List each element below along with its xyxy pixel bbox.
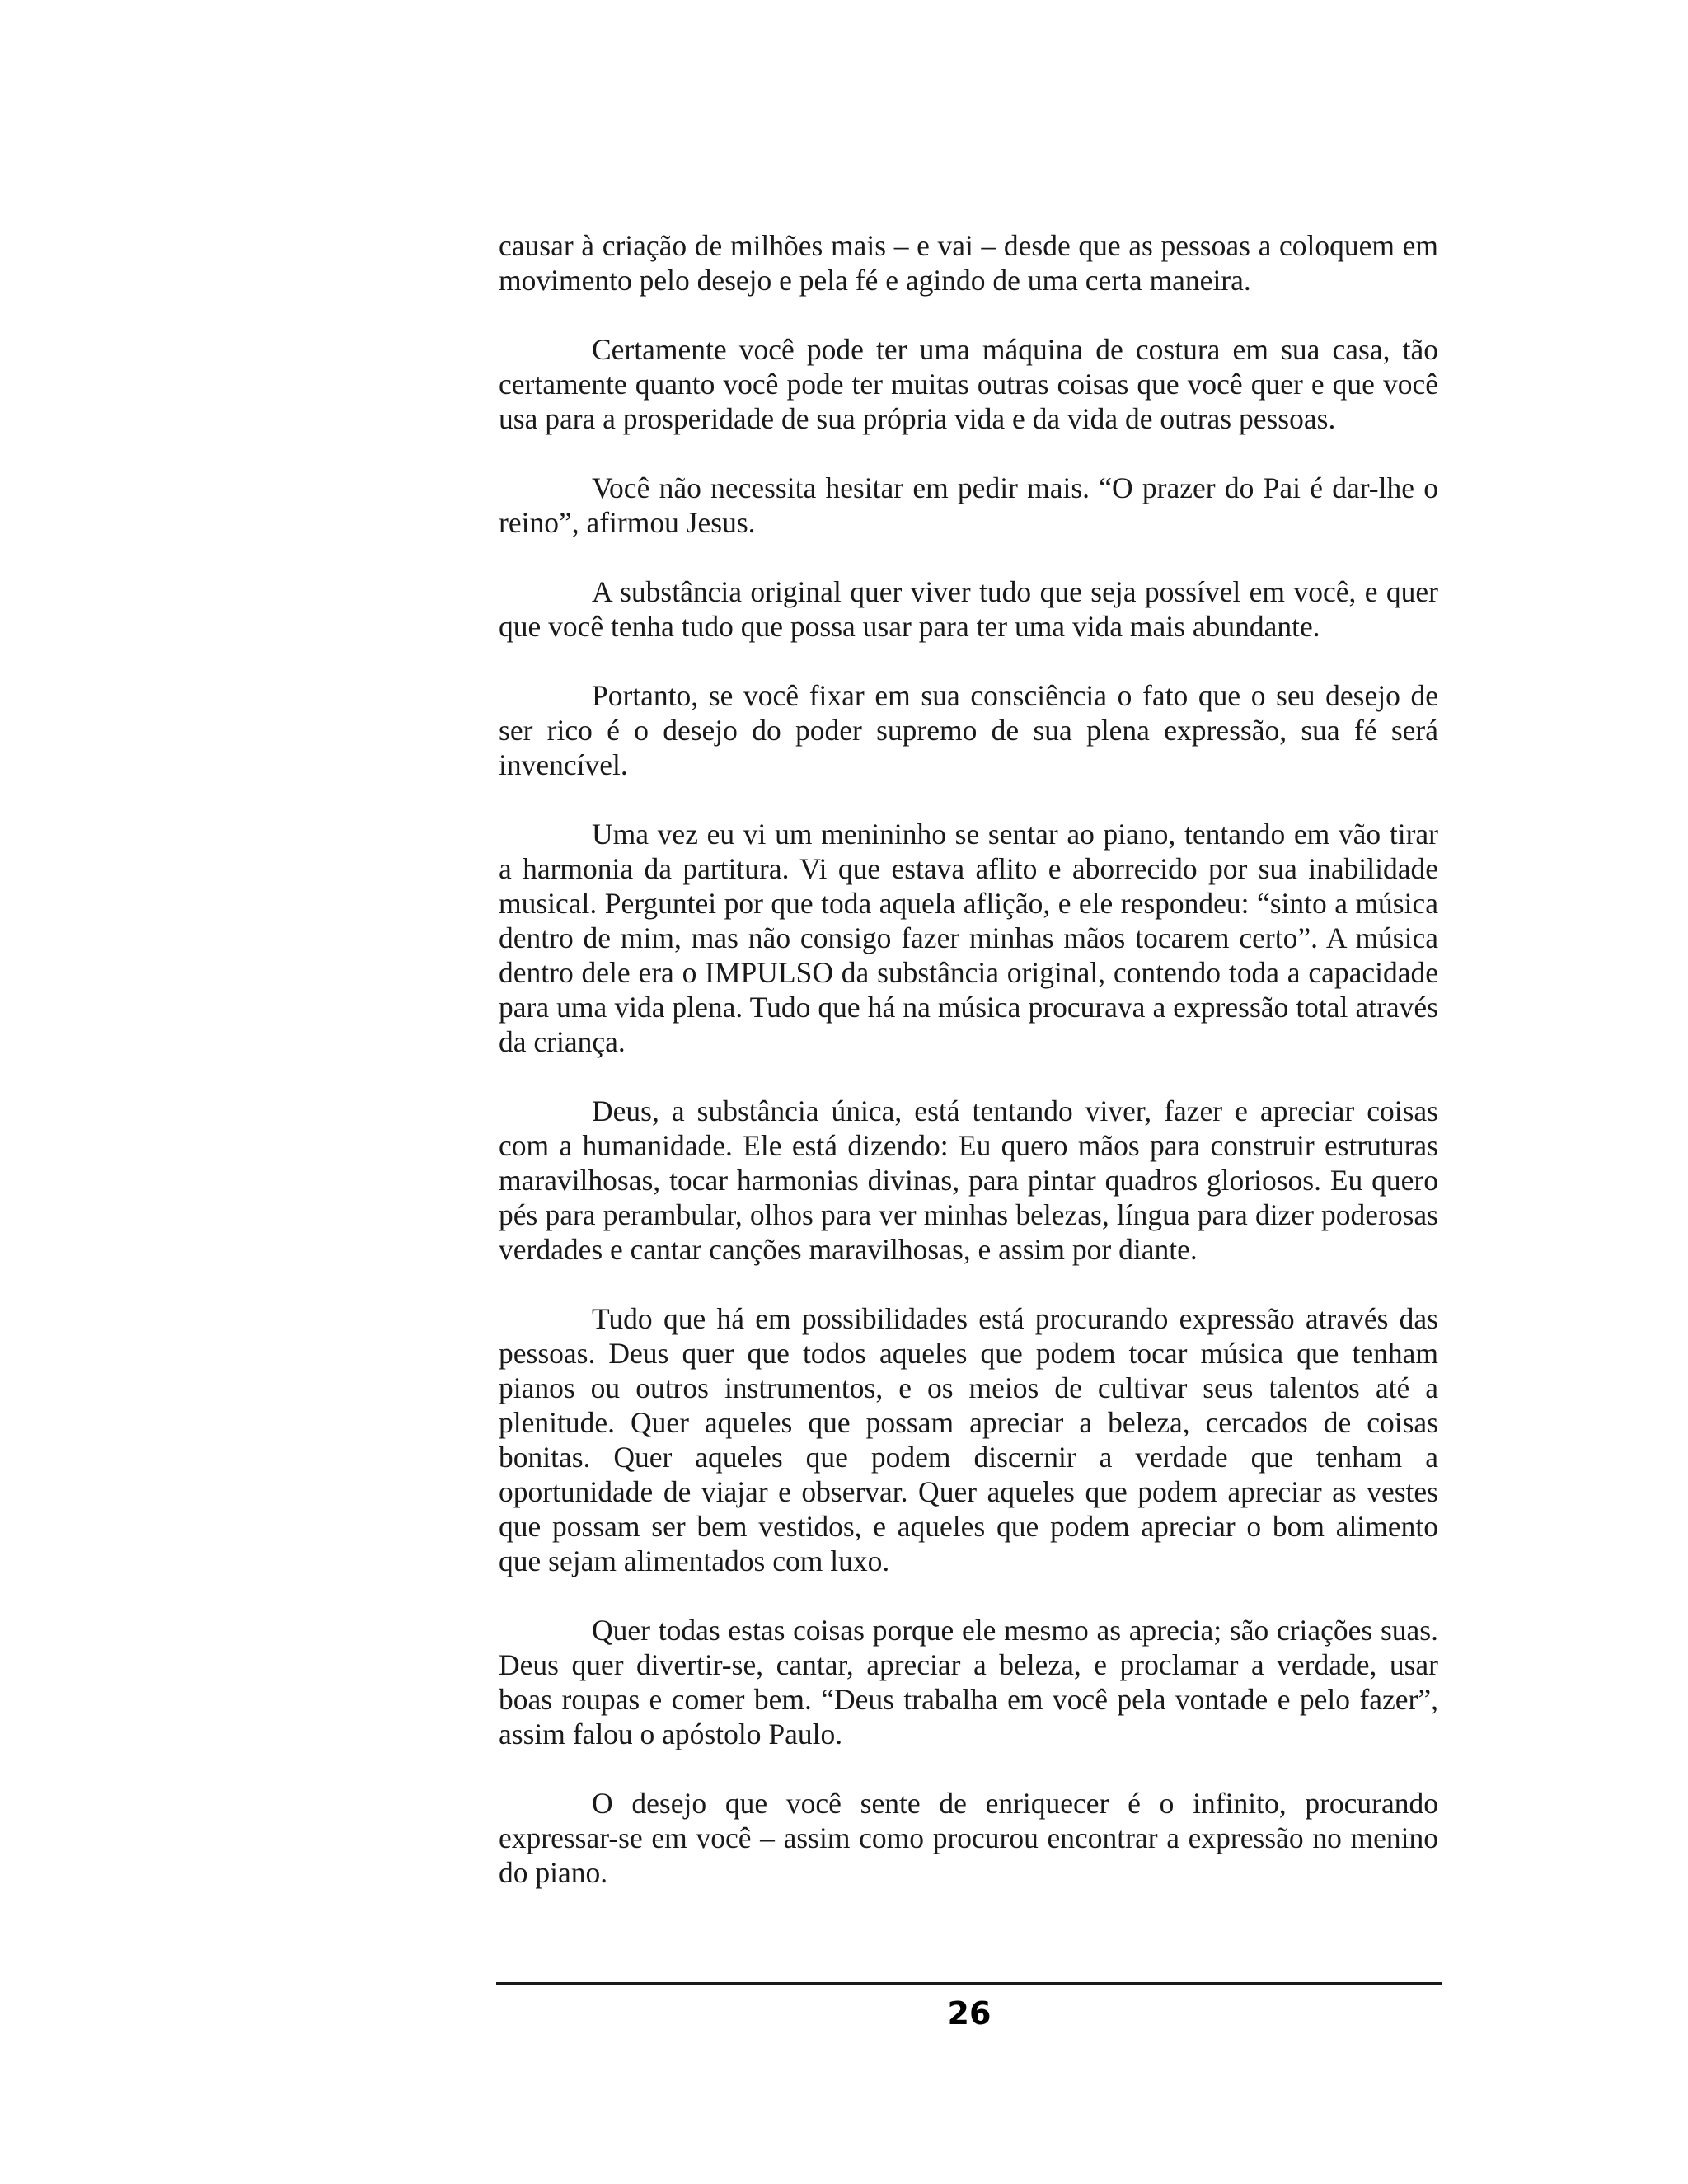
paragraph-7: Deus, a substância única, está tentando viver, fazer e apreciar coisas com a humanidade. Ele está dizendo: Eu quero mãos para construir estruturas maravilhosas, tocar harmonias divinas, para pintar quadros gloriosos. Eu quero pés para perambular, olhos para ver minhas belezas, língua para dizer poderosas verdades e cantar canções maravilhosas, e assim por diante. [499,1094,1438,1266]
page-number: 26 [947,1995,992,2032]
paragraph-10: O desejo que você sente de enriquecer é o infinito, procurando expressar-se em você – assim como procurou encontrar a expressão no menino do piano. [499,1787,1438,1889]
paragraph-3: Você não necessita hesitar em pedir mais. “O prazer do Pai é dar-lhe o reino”, afirmou Jesus. [499,471,1438,539]
paragraph-9: Quer todas estas coisas porque ele mesmo as aprecia; são criações suas. Deus quer divertir-se, cantar, apreciar a beleza, e proclamar a verdade, usar boas roupas e comer bem. “Deus trabalha em você pela vontade e pelo fazer”, assim falou o apóstolo Paulo. [499,1614,1438,1750]
paragraph-5: Portanto, se você fixar em sua consciência o fato que o seu desejo de ser rico é o desejo do poder supremo de sua plena expressão, sua fé será invencível. [499,679,1438,781]
paragraph-1: causar à criação de milhões mais – e vai – desde que as pessoas a coloquem em movimento pelo desejo e pela fé e agindo de uma certa maneira. [499,229,1438,297]
footer-divider [496,1982,1442,1985]
paragraph-2: Certamente você pode ter uma máquina de costura em sua casa, tão certamente quanto você pode ter muitas outras coisas que você quer e que você usa para a prosperidade de sua própria vida e da vida de outras pessoas. [499,333,1438,435]
paragraph-6: Uma vez eu vi um menininho se sentar ao piano, tentando em vão tirar a harmonia da partitura. Vi que estava aflito e aborrecido por sua inabilidade musical. Perguntei por que toda aquela aflição, e ele respondeu: “sinto a música dentro de mim, mas não consigo fazer minhas mãos tocarem certo”. A música dentro dele era o IMPULSO da substância original, contendo toda a capacidade para uma vida plena. Tudo que há na música procurava a expressão total através da criança. [499,818,1438,1058]
paragraph-8: Tudo que há em possibilidades está procurando expressão através das pessoas. Deus quer que todos aqueles que podem tocar música que tenham pianos ou outros instrumentos, e os meios de cultivar seus talentos até a plenitude. Quer aqueles que possam apreciar a beleza, cercados de coisas bonitas. Quer aqueles que podem discernir a verdade que tenham a oportunidade de viajar e observar. Quer aqueles que podem apreciar as vestes que possam ser bem vestidos, e aqueles que podem apreciar o bom alimento que sejam alimentados com luxo. [499,1302,1438,1577]
paragraph-4: A substância original quer viver tudo que seja possível em você, e quer que você tenha tudo que possa usar para ter uma vida mais abundante. [499,575,1438,643]
body-text [499,228,1438,1924]
